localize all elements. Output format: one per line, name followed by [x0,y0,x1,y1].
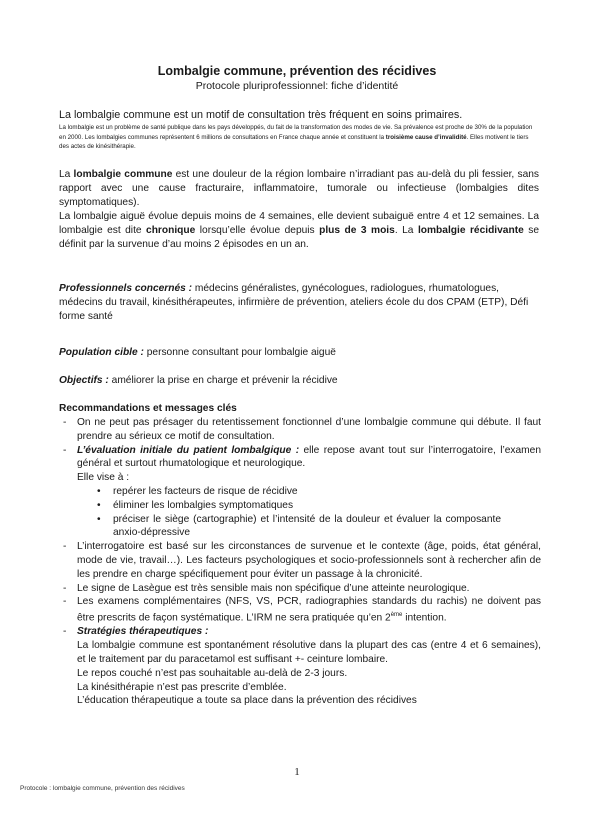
list-item: - L’évaluation initiale du patient lombalgique : elle repose avant tout sur l’interrogatoire, l’examen général et surtout rhumatologique et neurologique. Elle vise à : • repérer les facteurs de risque de récidive • éliminer les lombalgies symptomatiques • préciser le siège (cartographie) et l’intensité de la douleur et évaluer la composante anxio-dépressive [59,444,541,541]
page-footer: Protocole : lombalgie commune, prévention des récidives [20,785,185,792]
intro-context-emphasis: troisième cause d’invalidité [385,133,467,141]
three-months-term: plus de 3 mois [319,225,395,236]
page-number: 1 [294,766,300,778]
list-item: - Les examens complémentaires (NFS, VS, PCR, radiographies standards du rachis) ne doivent pas être prescrits de façon systématique. L’IRM ne sera pratiquée qu’en 2ème intention. [59,595,541,625]
list-item: - L’interrogatoire est basé sur les circonstances de survenue et le contexte (âge, poids, état général, mode de vie, travail…). Les facteurs psychologiques et socio-professionnels sont à rechercher afin de les prendre en charge spécifiquement pour éviter un passage à la chronicité. [59,540,541,581]
population-label: Population cible : [59,347,144,358]
bullet-item: • éliminer les lombalgies symptomatiques [77,499,541,513]
professionals-paragraph: Professionnels concernés : médecins généralistes, gynécologues, radiologues, rhumatologues, médecins du travail, kinésithérapeutes, infirmière de prévention, ateliers école du dos CPAM (ETP), Défi forme santé [59,283,529,322]
bullet-item: • repérer les facteurs de risque de récidive [77,485,541,499]
list-item: - On ne peut pas présager du retentissement fonctionnel d’une lombalgie commune qui débute. Il faut prendre au sérieux ce motif de consultation. [59,416,541,444]
strategy-line: La kinésithérapie n’est pas prescrite d’emblée. [77,681,287,693]
evaluation-label: L’évaluation initiale du patient lombalgique : [77,444,300,456]
recommendations-title: Recommandations et messages clés [59,403,237,414]
definition-term: lombalgie commune [73,169,173,180]
strategy-line: La lombalgie commune est spontanément résolutive dans la plupart des cas (entre 4 et 6 semaines), et le traitement par du paracetamol est suffisant +- ceinture lombaire. [77,640,541,665]
definition-paragraph: La lombalgie commune est une douleur de la région lombaire n’irradiant pas au-delà du pli fessier, sans rapport avec une cause fracturaire, inflammatoire, tumorale ou infectieuse (lombalgies dites symptomatiques). La lombalgie aiguë évolue depuis moins de 4 semaines, elle devient subaiguë entre 4 et 12 semaines. La lombalgie est dite chronique lorsqu’elle évolue depuis plus de 3 mois. La lombalgie récidivante se définit par la survenue d’au moins 2 épisodes en un an. [59,169,539,250]
vise-line: Elle vise à : [77,472,130,484]
objectives-bullets [77,485,541,540]
list-item: - Le signe de Lasègue est très sensible mais non spécifique d’une atteinte neurologique. [59,582,541,596]
strategy-line: Le repos couché n’est pas souhaitable au-delà de 2-3 jours. [77,667,348,679]
professionals-label: Professionnels concernés : [59,283,193,294]
recommendations-list [59,416,541,708]
intro-lead: La lombalgie commune est un motif de consultation très fréquent en soins primaires. [59,109,463,121]
recidivante-term: lombalgie récidivante [417,225,524,236]
intro-context: La lombalgie est un problème de santé publique dans les pays développés, du fait de la transformation des modes de vie. Sa prévalence est proche de 30% de la population en 2000. Les lombalgies communes représentent 6 millions de consultations en France chaque année et constituent la troisième cause d’invalidité. Elles motivent le tiers des actes de kinésithérapie. [59,124,533,151]
strategies-label: Stratégies thérapeutiques : [77,626,209,638]
strategy-line: L’éducation thérapeutique a toute sa place dans la prévention des récidives [77,695,417,707]
chronique-term: chronique [146,225,196,236]
list-item [59,625,541,708]
document-title: Lombalgie commune, prévention des récidives [157,64,437,78]
document-subtitle: Protocole pluriprofessionnel: fiche d’identité [195,80,399,92]
population-paragraph: Population cible : personne consultant pour lombalgie aiguë [59,347,336,358]
objectives-paragraph: Objectifs : améliorer la prise en charge et prévenir la récidive [59,375,338,386]
bullet-item: • préciser le siège (cartographie) et l’intensité de la douleur et évaluer la composante anxio-dépressive [77,513,541,541]
objectives-label: Objectifs : [59,375,109,386]
